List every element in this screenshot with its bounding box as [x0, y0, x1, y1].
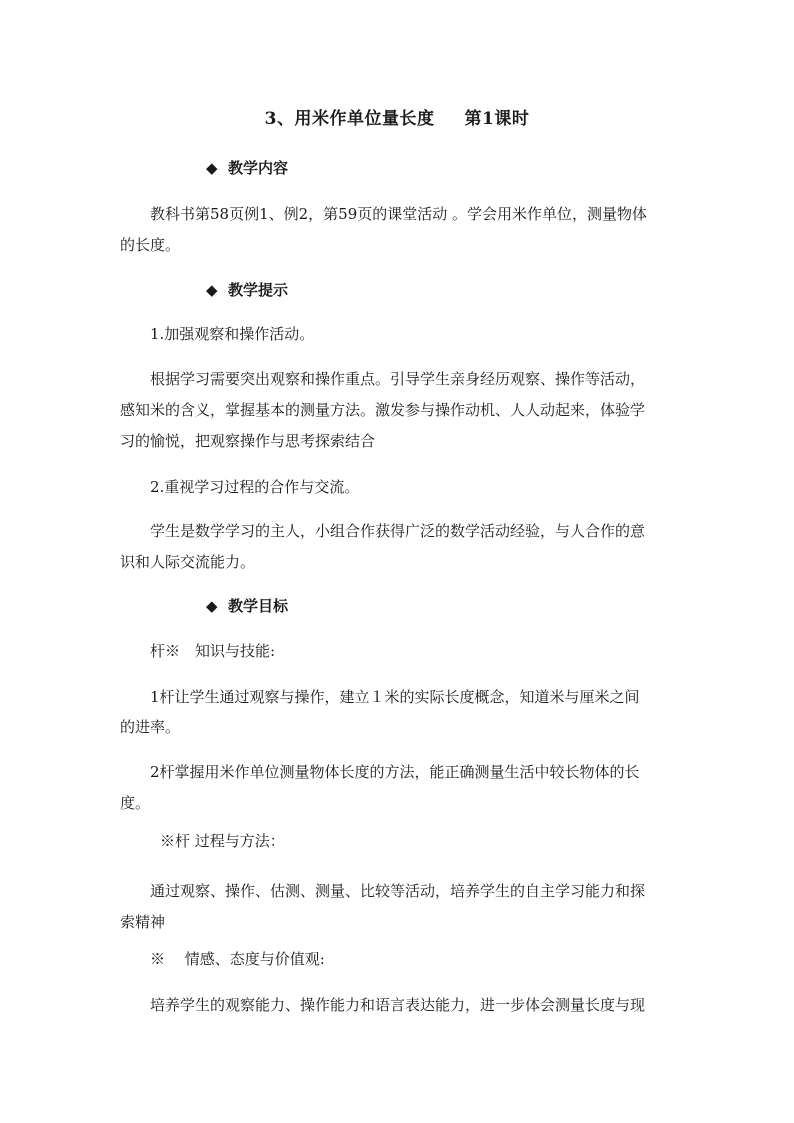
paragraph-line: 根据学习需要突出观察和操作重点。引导学生亲身经历观察、操作等活动， [150, 370, 646, 388]
paragraph-line: 感知米的含义，掌握基本的测量方法。激发参与操作动机、人人动起来，体验学 [120, 401, 646, 419]
section-heading-hints [206, 279, 288, 300]
paragraph-line: 的长度。 [120, 236, 181, 254]
list-item: 2.重视学习过程的合作与交流。 [150, 478, 360, 496]
paragraph-line: 学生是数学学习的主人，小组合作获得广泛的数学活动经验，与人合作的意 [150, 522, 646, 540]
document-title [0, 104, 794, 129]
heading-label: 教学目标 [228, 597, 289, 615]
subheading-process: ※杆 过程与方法： [160, 832, 285, 850]
section-heading-content [206, 157, 288, 178]
title-lesson: 第1课时 [464, 109, 530, 129]
heading-label: 教学内容 [228, 159, 289, 177]
subheading-emotion: ※ 情感、态度与价值观: [150, 950, 325, 968]
section-heading-goals [206, 595, 288, 616]
paragraph-line: 的进率。 [120, 718, 181, 736]
paragraph-line: 培养学生的观察能力、操作能力和语言表达能力，进一步体会测量长度与现 [150, 996, 646, 1014]
subheading-knowledge: 杆※ 知识与技能: [150, 642, 276, 660]
paragraph-line: 1杆让学生通过观察与操作，建立１米的实际长度概念，知道米与厘米之间 [150, 688, 640, 706]
heading-label: 教学提示 [228, 281, 289, 299]
title-main: 3、用米作单位量长度 [264, 109, 435, 129]
diamond-bullet-icon: ◆ [206, 597, 218, 615]
paragraph-line: 教科书第58页例1、例2，第59页的课堂活动 。学会用米作单位，测量物体 [150, 205, 648, 223]
list-item: 1.加强观察和操作活动。 [150, 325, 315, 343]
paragraph-line: 识和人际交流能力。 [120, 553, 256, 571]
diamond-bullet-icon: ◆ [206, 159, 218, 177]
paragraph-line: 2杆掌握用米作单位测量物体长度的方法，能正确测量生活中较长物体的长 [150, 763, 640, 781]
paragraph-line: 通过观察、操作、估测、测量、比较等活动，培养学生的自主学习能力和探 [150, 882, 646, 900]
paragraph-line: 习的愉悦，把观察操作与思考探索结合 [120, 432, 376, 450]
paragraph-line: 度。 [120, 794, 151, 812]
paragraph-line: 索精神 [120, 913, 166, 931]
diamond-bullet-icon: ◆ [206, 281, 218, 299]
